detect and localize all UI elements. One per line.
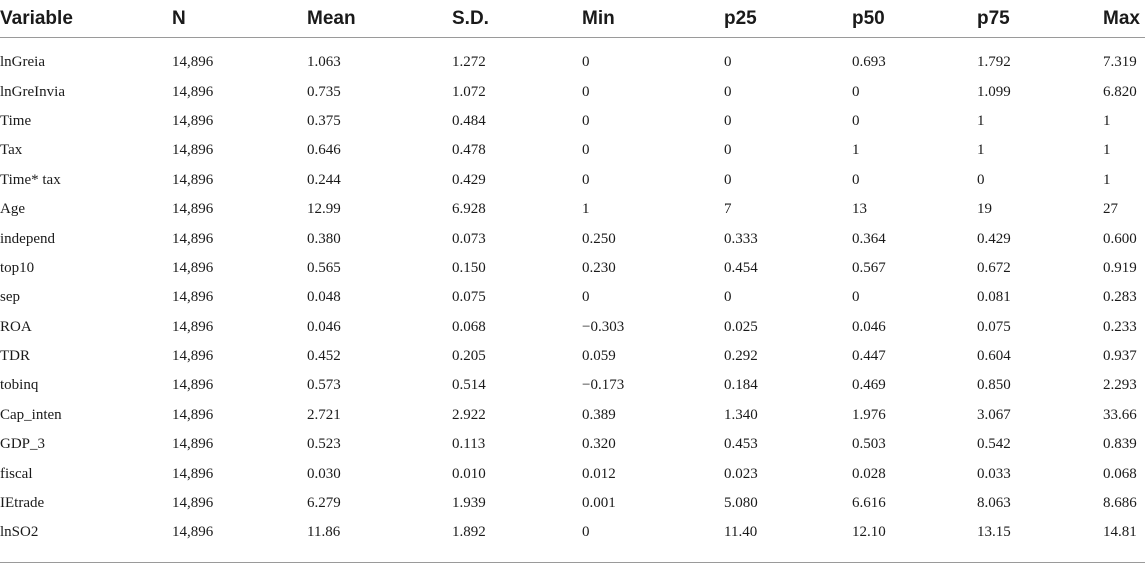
table-row <box>0 518 1145 562</box>
cell-n: 14,896 <box>172 436 214 453</box>
cell-p25: 0.184 <box>724 377 758 394</box>
cell-sd: 0.429 <box>452 171 486 188</box>
cell-min: 0.012 <box>582 465 616 482</box>
cell-max: 0.283 <box>1103 289 1137 306</box>
cell-p50: 0.693 <box>852 54 886 71</box>
header-p50: p50 <box>852 0 977 38</box>
cell-sd: 0.075 <box>452 289 486 306</box>
cell-p50: 1.976 <box>852 406 886 423</box>
cell-max: 1 <box>1103 112 1111 129</box>
cell-min: 1 <box>582 201 590 218</box>
cell-variable: lnSO2 <box>0 518 172 562</box>
table-row <box>0 254 1145 283</box>
cell-p75: 0.033 <box>977 465 1011 482</box>
cell-p75: 13.15 <box>977 518 1103 562</box>
table-row <box>0 107 1145 136</box>
cell-p75: 0.672 <box>977 259 1011 276</box>
cell-variable: tobinq <box>0 377 39 394</box>
cell-mean: 0.646 <box>307 142 341 159</box>
cell-p75: 3.067 <box>977 406 1011 423</box>
cell-max: 0.937 <box>1103 348 1137 365</box>
cell-p25: 0 <box>724 142 732 159</box>
cell-min: 0 <box>582 83 590 100</box>
cell-n: 14,896 <box>172 406 214 423</box>
cell-p50: 0.028 <box>852 465 886 482</box>
header-n: N <box>172 0 307 38</box>
cell-p50: 0 <box>852 83 860 100</box>
cell-sd: 1.272 <box>452 54 486 71</box>
cell-p75: 0.542 <box>977 436 1011 453</box>
cell-max: 1 <box>1103 142 1111 159</box>
cell-n: 14,896 <box>172 230 214 247</box>
header-mean: Mean <box>307 0 452 38</box>
cell-mean: 0.375 <box>307 112 341 129</box>
table-row <box>0 313 1145 342</box>
cell-min: 0 <box>582 142 590 159</box>
cell-p25: 0 <box>724 54 732 71</box>
cell-p25: 0 <box>724 83 732 100</box>
cell-n: 14,896 <box>172 348 214 365</box>
cell-n: 14,896 <box>172 259 214 276</box>
cell-sd: 0.113 <box>452 436 486 453</box>
cell-p50: 0 <box>852 289 860 306</box>
cell-max: 0.068 <box>1103 465 1137 482</box>
cell-mean: 1.063 <box>307 54 341 71</box>
cell-variable: lnGreInvia <box>0 83 65 100</box>
cell-min: 0.059 <box>582 348 616 365</box>
cell-variable: Time* tax <box>0 171 61 188</box>
cell-p25: 0.025 <box>724 318 758 335</box>
header-p25: p25 <box>724 0 852 38</box>
cell-min: 0.250 <box>582 230 616 247</box>
table-row <box>0 283 1145 312</box>
cell-sd: 0.073 <box>452 230 486 247</box>
cell-min: 0 <box>582 171 590 188</box>
table-header <box>0 0 1145 38</box>
cell-mean: 12.99 <box>307 201 341 218</box>
cell-p50: 0.364 <box>852 230 886 247</box>
cell-mean: 0.046 <box>307 318 341 335</box>
cell-variable: sep <box>0 289 20 306</box>
cell-min: 0.389 <box>582 406 616 423</box>
cell-mean: 0.030 <box>307 465 341 482</box>
cell-max: 27 <box>1103 201 1118 218</box>
cell-mean: 2.721 <box>307 406 341 423</box>
cell-variable: IEtrade <box>0 495 45 512</box>
cell-p50: 0 <box>852 171 860 188</box>
cell-n: 14,896 <box>172 318 214 335</box>
cell-p75: 0.850 <box>977 377 1011 394</box>
cell-sd: 0.150 <box>452 259 486 276</box>
cell-sd: 0.514 <box>452 377 486 394</box>
cell-n: 14,896 <box>172 201 214 218</box>
cell-sd: 2.922 <box>452 406 486 423</box>
cell-p25: 5.080 <box>724 495 758 512</box>
cell-mean: 0.244 <box>307 171 341 188</box>
cell-p75: 1.099 <box>977 83 1011 100</box>
cell-p50: 1 <box>852 142 860 159</box>
cell-variable: top10 <box>0 259 35 276</box>
cell-min: 0.230 <box>582 259 616 276</box>
cell-sd: 1.939 <box>452 495 486 512</box>
cell-sd: 0.205 <box>452 348 486 365</box>
table-body <box>0 38 1145 563</box>
cell-sd: 0.478 <box>452 142 486 159</box>
cell-p75: 1 <box>977 112 985 129</box>
cell-p50: 0.469 <box>852 377 886 394</box>
cell-p25: 0.292 <box>724 348 758 365</box>
cell-p50: 0.447 <box>852 348 886 365</box>
cell-max: 0.233 <box>1103 318 1137 335</box>
cell-min: 0.320 <box>582 436 616 453</box>
cell-sd: 0.068 <box>452 318 486 335</box>
cell-variable: fiscal <box>0 465 33 482</box>
cell-p50: 13 <box>852 201 867 218</box>
cell-mean: 0.380 <box>307 230 341 247</box>
table-row <box>0 459 1145 488</box>
cell-p25: 11.40 <box>724 518 852 562</box>
cell-n: 14,896 <box>172 112 214 129</box>
cell-n: 14,896 <box>172 171 214 188</box>
cell-n: 14,896 <box>172 495 214 512</box>
cell-min: −0.173 <box>582 377 625 394</box>
header-variable: Variable <box>0 0 172 38</box>
table-row <box>0 166 1145 195</box>
cell-variable: Cap_inten <box>0 406 62 423</box>
header-p75: p75 <box>977 0 1103 38</box>
cell-sd: 1.072 <box>452 83 486 100</box>
cell-p25: 0 <box>724 171 732 188</box>
cell-p75: 8.063 <box>977 495 1011 512</box>
cell-min: 0 <box>582 54 590 71</box>
cell-max: 14.81 <box>1103 518 1145 562</box>
cell-sd: 0.010 <box>452 465 486 482</box>
table-row <box>0 77 1145 106</box>
cell-mean: 0.735 <box>307 83 341 100</box>
cell-mean: 0.565 <box>307 259 341 276</box>
cell-n: 14,896 <box>172 54 214 71</box>
cell-max: 0.919 <box>1103 259 1137 276</box>
cell-sd: 6.928 <box>452 201 486 218</box>
cell-p75: 1.792 <box>977 54 1011 71</box>
cell-p25: 7 <box>724 201 732 218</box>
cell-p75: 0.604 <box>977 348 1011 365</box>
cell-mean: 0.573 <box>307 377 341 394</box>
cell-p75: 0 <box>977 171 985 188</box>
table-row <box>0 224 1145 253</box>
cell-p25: 0.453 <box>724 436 758 453</box>
cell-mean: 0.048 <box>307 289 341 306</box>
header-sd: S.D. <box>452 0 582 38</box>
cell-p25: 0.454 <box>724 259 758 276</box>
cell-max: 8.686 <box>1103 495 1137 512</box>
cell-p75: 0.081 <box>977 289 1011 306</box>
table-row <box>0 489 1145 518</box>
cell-min: 0.001 <box>582 495 616 512</box>
table-row <box>0 401 1145 430</box>
cell-variable: lnGreia <box>0 54 45 71</box>
cell-p75: 19 <box>977 201 992 218</box>
header-max: Max <box>1103 0 1145 38</box>
table-row <box>0 342 1145 371</box>
cell-n: 14,896 <box>172 142 214 159</box>
cell-max: 0.600 <box>1103 230 1137 247</box>
cell-mean: 0.452 <box>307 348 341 365</box>
cell-n: 14,896 <box>172 377 214 394</box>
table-row <box>0 38 1145 78</box>
cell-p50: 0.567 <box>852 259 886 276</box>
header-row <box>0 0 1145 38</box>
cell-p25: 0 <box>724 112 732 129</box>
cell-sd: 1.892 <box>452 518 582 562</box>
cell-n: 14,896 <box>172 83 214 100</box>
cell-max: 6.820 <box>1103 83 1137 100</box>
cell-max: 2.293 <box>1103 377 1137 394</box>
table-row <box>0 430 1145 459</box>
cell-variable: ROA <box>0 318 32 335</box>
cell-mean: 6.279 <box>307 495 341 512</box>
cell-variable: GDP_3 <box>0 436 46 453</box>
cell-p50: 0.046 <box>852 318 886 335</box>
table-row <box>0 195 1145 224</box>
table-row <box>0 371 1145 400</box>
cell-variable: Tax <box>0 142 23 159</box>
cell-p75: 1 <box>977 142 985 159</box>
cell-p25: 0.023 <box>724 465 758 482</box>
cell-p25: 0 <box>724 289 732 306</box>
cell-variable: Age <box>0 201 25 218</box>
cell-min: 0 <box>582 112 590 129</box>
cell-p25: 0.333 <box>724 230 758 247</box>
cell-variable: Time <box>0 112 32 129</box>
cell-min: −0.303 <box>582 318 625 335</box>
header-min: Min <box>582 0 724 38</box>
cell-p50: 6.616 <box>852 495 886 512</box>
cell-variable: independ <box>0 230 55 247</box>
cell-mean: 0.523 <box>307 436 341 453</box>
cell-n: 14,896 <box>172 518 307 562</box>
cell-min: 0 <box>582 518 724 562</box>
cell-max: 33.66 <box>1103 406 1137 423</box>
cell-p75: 0.429 <box>977 230 1011 247</box>
cell-max: 1 <box>1103 171 1111 188</box>
cell-p75: 0.075 <box>977 318 1011 335</box>
cell-max: 0.839 <box>1103 436 1137 453</box>
cell-sd: 0.484 <box>452 112 486 129</box>
cell-variable: TDR <box>0 348 30 365</box>
cell-p25: 1.340 <box>724 406 758 423</box>
cell-p50: 0 <box>852 112 860 129</box>
cell-min: 0 <box>582 289 590 306</box>
cell-p50: 12.10 <box>852 518 977 562</box>
cell-n: 14,896 <box>172 289 214 306</box>
cell-max: 7.319 <box>1103 54 1137 71</box>
table-row <box>0 136 1145 165</box>
cell-n: 14,896 <box>172 465 214 482</box>
cell-mean: 11.86 <box>307 518 452 562</box>
cell-p50: 0.503 <box>852 436 886 453</box>
